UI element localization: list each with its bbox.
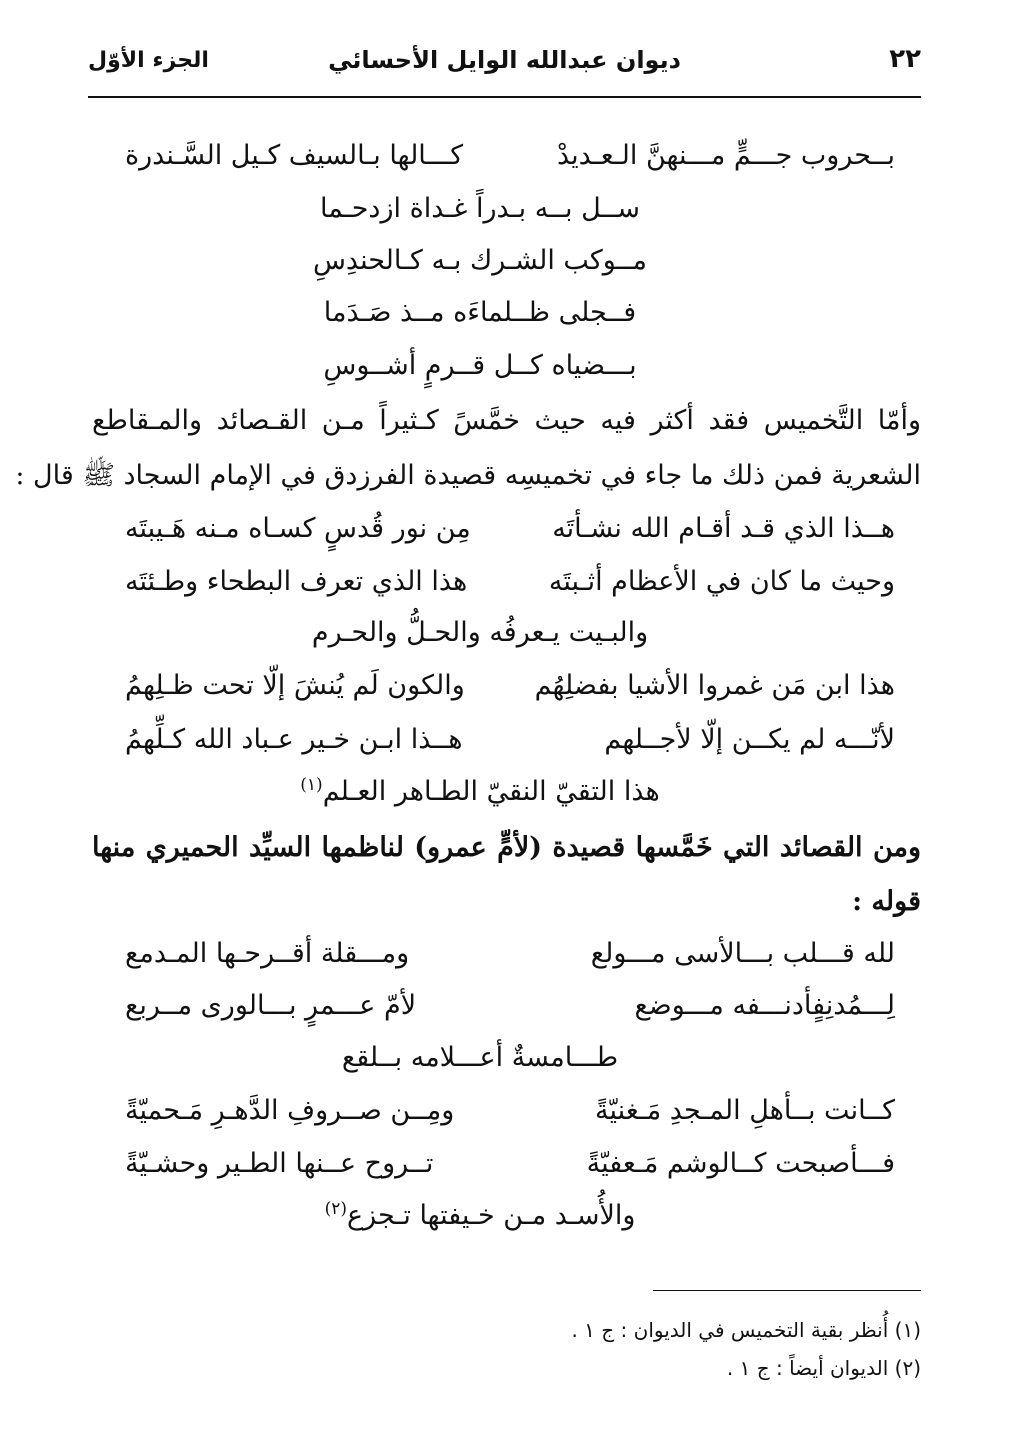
verse-line: مــوكب الشـرك بـه كـالحندِسِ xyxy=(312,245,648,276)
verse-couplet xyxy=(125,566,895,610)
verse-first-hemistich: كــانت بــأهلِ المـجدِ مَـغنيّةً xyxy=(595,1095,895,1126)
verse-couplet xyxy=(125,938,895,982)
header-divider xyxy=(88,96,921,98)
verse-first-hemistich: لله قـــلب بـــالأسى مـــولع xyxy=(590,938,895,969)
book-title: ديوان عبدالله الوايل الأحسائي xyxy=(328,46,681,74)
verse-couplet xyxy=(125,670,895,714)
verse-second-hemistich: هذا الذي تعرف البطحاء وطـئتَه xyxy=(125,566,468,597)
verse-first-hemistich: لأنّـــه لم يكــن إلّا لأجــلهم xyxy=(604,724,895,755)
running-header xyxy=(88,44,921,94)
verse-second-hemistich: تــروح عــنها الطـير وحشـيّةً xyxy=(125,1148,434,1179)
verse-first-hemistich: لِـــمُدنِفٍأدنـــفه مـــوضع xyxy=(634,990,895,1021)
part-label: الجزء الأوّل xyxy=(88,48,209,73)
verse-couplet xyxy=(125,140,895,184)
verse-first-hemistich: وحيث ما كان في الأعظام أثـبتَه xyxy=(548,566,895,597)
verse-second-hemistich: ومـــقلة أقــرحـها المـدمع xyxy=(125,938,410,969)
verse-couplet xyxy=(125,1095,895,1139)
footnote: (١) أُنظر بقية التخميس في الديوان : ج ١ . xyxy=(571,1318,921,1342)
verse-first-hemistich: فـــأصبحت كــالوشم مَـعفيّةً xyxy=(586,1148,895,1179)
prose-line: وأمّا التَّخميس فقد أكثر فيه حيث خمَّسً كـثيراً مـن القـصائد والمـقاطع xyxy=(92,405,921,436)
verse-first-hemistich: بــحروب جـــمٍّ مـــنهنَّ الـعـديدْ xyxy=(556,140,895,171)
verse-line: طـــامسةٌ أعـــلامه بــلقع xyxy=(341,1042,619,1073)
verse-line: فــجلى ظــلماءَه مــذ صَـدَما xyxy=(323,297,637,328)
verse-line: بـــضياه كــل قــرمٍ أشــوسِ xyxy=(323,350,637,381)
verse-couplet xyxy=(125,1148,895,1192)
verse-first-hemistich: هذا ابن مَن غمروا الأشيا بفضلِهُم xyxy=(534,670,895,701)
footnote-marker: (١) xyxy=(300,775,323,795)
page-number: ٢٢ xyxy=(889,44,921,74)
verse-second-hemistich: كـــالها بـالسيف كـيل السَّـندرة xyxy=(125,140,464,171)
verse-second-hemistich: لأمّ عـــمرٍ بـــالورى مــربع xyxy=(125,990,417,1021)
prose-line: الشعرية فمن ذلك ما جاء في تخميسِه قصيدة الفرزدق في الإمام السجاد ﷺ قال : xyxy=(15,460,921,491)
verse-second-hemistich: ومِــن صــروفِ الدَّهـرِ مَـحميّةً xyxy=(125,1095,455,1126)
verse-second-hemistich: هــذا ابـن خـير عـباد الله كـلِّهمُ xyxy=(125,724,463,755)
verse-second-hemistich: مِن نور قُدسٍ كسـاه مـنه هَـيبتَه xyxy=(125,513,471,544)
footnote-marker: (٢) xyxy=(324,1199,347,1219)
verse-text: والأُسـد مـن خـيفتها تـجزع xyxy=(347,1200,636,1231)
prose-line: قوله : xyxy=(852,886,921,917)
verse-first-hemistich: هــذا الذي قـد أقـام الله نشـأتَه xyxy=(552,513,895,544)
footnote: (٢) الديوان أيضاً : ج ١ . xyxy=(726,1356,921,1380)
verse-couplet xyxy=(125,513,895,557)
footnote-divider xyxy=(653,1290,921,1291)
verse-second-hemistich: والكون لَم يُنشَ إلّا تحت ظـلِهمُ xyxy=(125,670,465,701)
verse-line: ســل بــه بـدراً غـداة ازدحـما xyxy=(319,193,641,224)
verse-line: والبـيت يـعرفُه والحـلُّ والحـرم xyxy=(311,617,649,648)
prose-line: ومن القصائد التي خَمَّسها قصيدة (لأمٍّ عمرو) لناظمها السيِّد الحميري منها xyxy=(92,832,921,863)
verse-couplet xyxy=(125,724,895,768)
verse-line xyxy=(125,1200,895,1231)
verse-text: هذا التقيّ النقيّ الطـاهر العـلم xyxy=(322,776,660,807)
verse-line xyxy=(125,776,895,807)
verse-couplet xyxy=(125,990,895,1034)
